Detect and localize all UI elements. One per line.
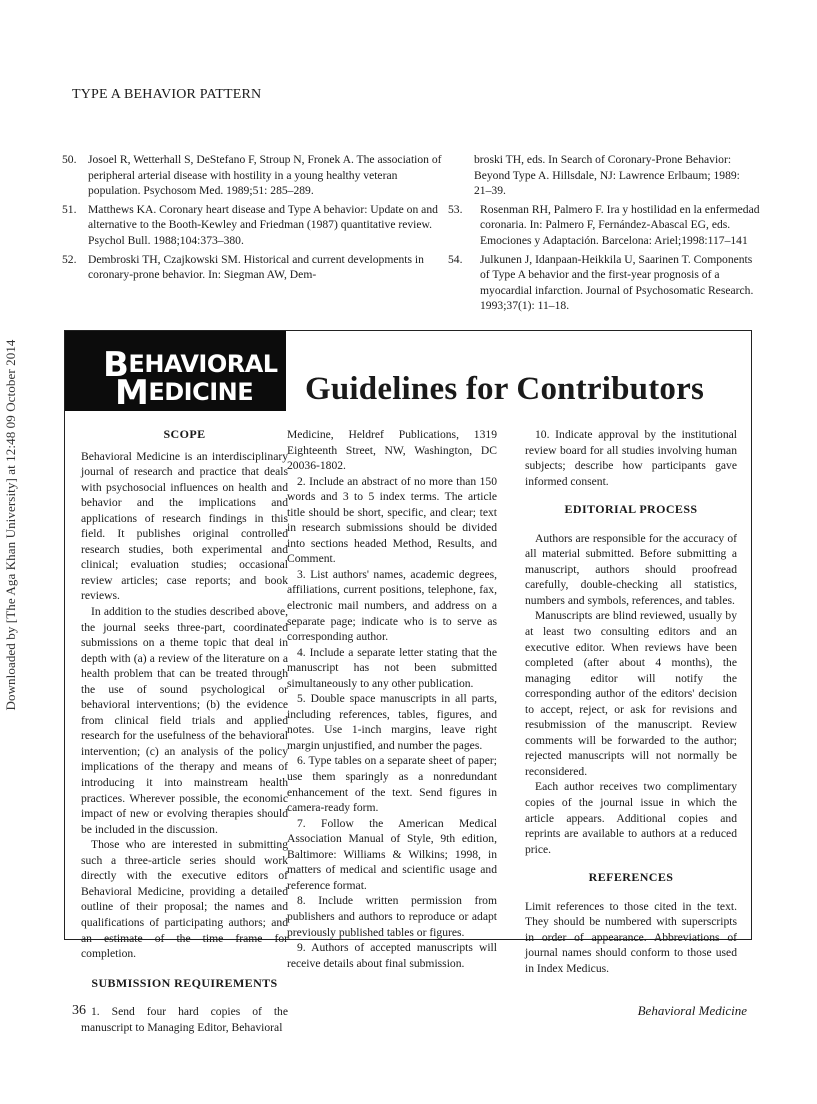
reference-item-continued: broski TH, eds. In Search of Coronary-Prone Behavior: Beyond Type A. Hillsdale, NJ: Lawrence Erlbaum; 1989: 21–39. xyxy=(474,153,740,198)
scope-paragraph: Behavioral Medicine is an interdisciplinary journal of research and practice that deals with psychosocial influences on health and behavior and the implications and applications of research findings in this field. It publishes original controlled research studies, both experimental and clinical; evaluation studies; occasional review articles; case reports; and book reviews. xyxy=(81,449,288,603)
reference-item: 54. Julkunen J, Idanpaan-Heikkila U, Saarinen T. Components of Type A behavior and the first-year prognosis of a myocardial infarction. Journal of Psychosomatic Research. 1993;37(1): 11–18. xyxy=(448,252,754,313)
references-paragraph: Limit references to those cited in the text. They should be numbered with superscripts in order of appearance. Abbreviations of journal names should conform to those used in Index Medicus. xyxy=(525,899,737,975)
journal-logo: BEHAVIORAL MEDICINE xyxy=(65,331,286,411)
scope-heading: SCOPE xyxy=(163,427,206,441)
guidelines-title: Guidelines for Contributors xyxy=(305,371,704,407)
page-number: 36 xyxy=(72,1003,86,1018)
submission-paragraph: 6. Type tables on a separate sheet of paper; use them sparingly as a nonredundant enhancement of the text. Send figures in camera-ready form. xyxy=(287,754,497,815)
editorial-paragraph: Authors are responsible for the accuracy of all material submitted. Before submitting a manuscript, authors should proofread carefully, double-checking all statistics, numbers and symbols, references, and tables. xyxy=(525,531,737,607)
scope-paragraph: In addition to the studies described above, the journal seeks three-part, coordinated submissions on a theme topic that deal in depth with (a) a review of the literature on a health problem that can be treated through the use of sound psychological or behavioral interventions; (b) the evidence from clinical field trials and applied research for the usefulness of the behavioral intervention; (c) an analysis of the policy implications of the therapy and means of introducing it into mainstream health practices. Wherever possible, the economic impact of new or evolving therapies should be included in the discussion. xyxy=(81,605,288,836)
reference-item: 52. Dembroski TH, Czajkowski SM. Historical and current developments in coronary-prone behavior. In: Siegman AW, Dem- xyxy=(62,252,424,282)
references-heading: REFERENCES xyxy=(588,870,674,885)
scope-paragraph: Those who are interested in submitting such a three-article series should work directly with the executive editors of Behavioral Medicine, providing a detailed outline of their proposal; the names and qualifications of participating authors; and an estimate of the time frame for completion. xyxy=(81,838,288,961)
submission-paragraph: 8. Include written permission from publishers and authors to reproduce or adapt previously published tables or figures. xyxy=(287,894,497,939)
column-3 xyxy=(525,427,737,977)
submission-paragraph: 9. Authors of accepted manuscripts will receive details about final submission. xyxy=(287,941,497,970)
running-head: TYPE A BEHAVIOR PATTERN xyxy=(72,87,262,102)
editorial-paragraph: Manuscripts are blind reviewed, usually by at least two consulting editors and an executive editor. When reviews have been completed (after about 4 months), the managing editor will notify the corresponding author of the editors' decision to accept, reject, or ask for revisions and resubmission of the manuscript. Review comments will be forwarded to the author; rejected manuscripts will not normally be reconsidered. xyxy=(525,609,737,778)
editorial-paragraph: Each author receives two complimentary copies of the journal issue in which the article appears. Additional copies and reprints are available to authors at a reduced price. xyxy=(525,780,737,856)
column-2 xyxy=(287,427,497,971)
references-list-right xyxy=(448,152,760,317)
journal-name-footer: Behavioral Medicine xyxy=(637,1003,747,1018)
guidelines-box xyxy=(64,330,752,1034)
submission-paragraph: 7. Follow the American Medical Association Manual of Style, 9th edition, Baltimore: Williams & Wilkins; 1998, in matters of medical and scientific usage and reference format. xyxy=(287,816,497,892)
submission-heading: SUBMISSION REQUIREMENTS xyxy=(91,975,278,990)
reference-item: 50. Josoel R, Wetterhall S, DeStefano F, Stroup N, Fronek A. The association of peripheral arterial disease with hostility in a young healthy veteran population. Psychosom Med. 1989;51: 285–289. xyxy=(62,153,442,198)
column-1 xyxy=(81,427,288,1035)
reference-item: 51. Matthews KA. Coronary heart disease and Type A behavior: Update on and alternative to the Booth-Kewley and Friedman (1987) quantitative review. Psychol Bull. 1988;104:373–380. xyxy=(62,202,438,247)
download-notice: Downloaded by [The Aga Khan University] at 12:48 09 October 2014 xyxy=(3,339,18,711)
reference-item: 53. Rosenman RH, Palmero F. Ira y hostilidad en la enfermedad coronaria. In: Palmero F, Fernández-Abascal EG, eds. Emociones y Adaptación. Barcelona: Ariel;1998:117–141 xyxy=(448,202,760,247)
submission-paragraph: 10. Indicate approval by the institutional review board for all studies involving human subjects; describe how participants gave informed consent. xyxy=(525,428,737,488)
submission-paragraph: Medicine, Heldref Publications, 1319 Eighteenth Street, NW, Washington, DC 20036-1802. xyxy=(287,428,497,473)
submission-paragraph: 2. Include an abstract of no more than 150 words and 3 to 5 index terms. The article title should be short, specific, and clear; text in research submissions should be divided into sections headed Method, Results, and Comment. xyxy=(287,474,497,566)
references-list-left xyxy=(62,152,444,286)
submission-paragraph: 1. Send four hard copies of the manuscript to Managing Editor, Behavioral xyxy=(81,1005,288,1034)
submission-paragraph: 3. List authors' names, academic degrees, affiliations, current positions, telephone, fax, electronic mail numbers, and address on a separate page; indicate who is to serve as corresponding author. xyxy=(287,567,497,644)
editorial-heading: EDITORIAL PROCESS xyxy=(564,502,698,517)
submission-paragraph: 5. Double space manuscripts in all parts, including references, tables, figures, and notes. Use 1-inch margins, leave right margin unjustified, and number the pages. xyxy=(287,692,497,752)
submission-paragraph: 4. Include a separate letter stating that the manuscript has not been submitted simultaneously to any other publication. xyxy=(287,645,497,690)
